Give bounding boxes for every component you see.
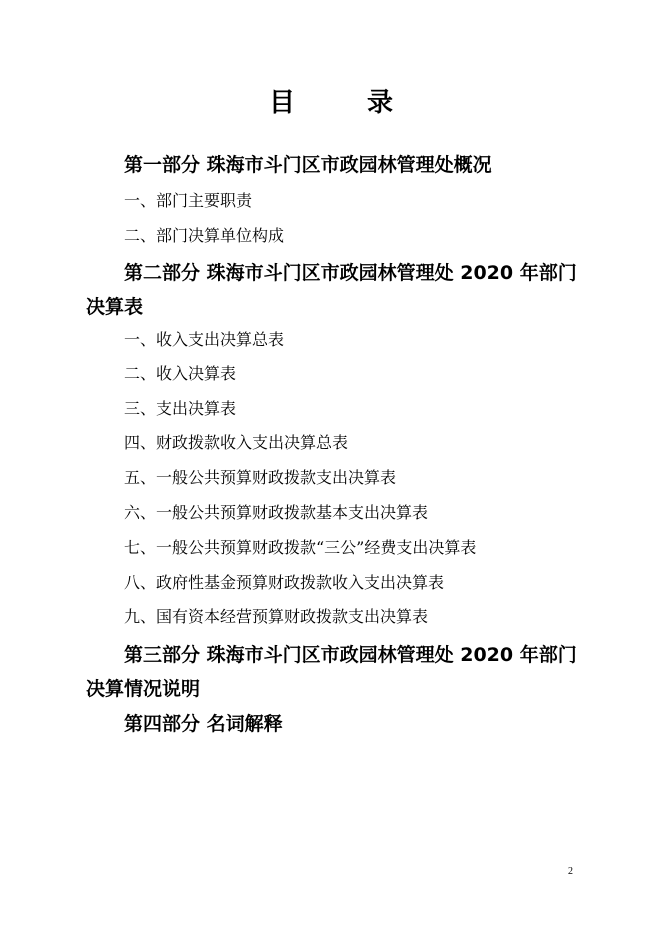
part2-item-9: 九、国有资本经营预算财政拨款支出决算表: [124, 607, 429, 626]
part2-item-2: 二、收入决算表: [124, 364, 237, 383]
title-char-2: 录: [367, 88, 394, 118]
part2-item-3: 三、支出决算表: [124, 399, 237, 418]
part2-item-5: 五、一般公共预算财政拨款支出决算表: [124, 468, 397, 487]
title-char-1: 目: [268, 88, 295, 118]
part1-item-1: 一、部门主要职责: [124, 191, 253, 210]
page-number: 2: [568, 866, 573, 877]
part2-item-7: 七、一般公共预算财政拨款“三公”经费支出决算表: [124, 538, 477, 557]
part2-item-8: 八、政府性基金预算财政拨款收入支出决算表: [124, 573, 445, 592]
toc-title: [0, 82, 662, 119]
part2-item-1: 一、收入支出决算总表: [124, 330, 285, 349]
part3-heading: 第三部分 珠海市斗门区市政园林管理处 2020 年部门决算情况说明: [86, 644, 577, 700]
part2-item-4: 四、财政拨款收入支出决算总表: [124, 433, 349, 452]
part4-heading: 第四部分 名词解释: [124, 713, 283, 735]
part2-item-6: 六、一般公共预算财政拨款基本支出决算表: [124, 503, 429, 522]
part1-item-2: 二、部门决算单位构成: [124, 226, 285, 245]
part1-heading: 第一部分 珠海市斗门区市政园林管理处概况: [124, 154, 492, 176]
part2-heading: 第二部分 珠海市斗门区市政园林管理处 2020 年部门决算表: [86, 262, 577, 318]
